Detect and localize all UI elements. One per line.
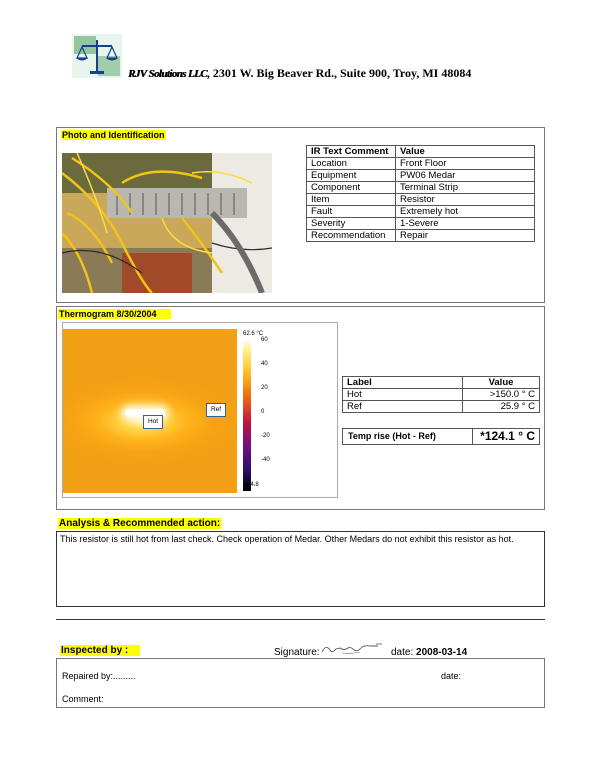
scale-tick-40: 40	[261, 361, 268, 367]
inspection-date-label: date:	[391, 647, 414, 658]
company-name: RJV Solutions LLC	[128, 68, 207, 80]
table-row	[307, 170, 535, 182]
row-label: Recommendation	[307, 230, 396, 242]
row-value: PW06 Medar	[396, 170, 535, 182]
ir-comment-header-value: Value	[396, 146, 535, 158]
row-value: Repair	[396, 230, 535, 242]
row-label: Fault	[307, 206, 396, 218]
row-label: Severity	[307, 218, 396, 230]
scale-tick-60: 60	[261, 337, 268, 343]
row-label: Item	[307, 194, 396, 206]
analysis-text: This resistor is still hot from last check. Check operation of Medar. Other Medars do not exhibit this resistor as hot.	[60, 534, 514, 544]
ir-comment-table	[306, 145, 535, 242]
repaired-date-label: date:	[441, 671, 462, 681]
ref-marker-label: Ref	[210, 406, 222, 413]
row-value: Resistor	[396, 194, 535, 206]
repaired-by-label: Repaired by:.........	[62, 671, 136, 681]
row-label: Location	[307, 158, 396, 170]
inspected-by-title: Inspected by :	[60, 645, 140, 656]
temp-rise-box	[342, 428, 540, 445]
inspection-date-value: 2008-03-14	[416, 647, 468, 658]
company-logo	[72, 34, 122, 78]
repair-box	[56, 658, 545, 708]
measurement-header-label: Label	[343, 377, 463, 389]
table-row	[307, 194, 535, 206]
row-value: >150.0 ° C	[463, 389, 540, 401]
photo-section-title: Photo and Identification	[62, 130, 165, 140]
color-scale-bar	[243, 339, 251, 491]
temp-rise-value: *124.1 ° C	[480, 429, 535, 443]
signature-image	[320, 642, 384, 656]
scale-tick-minus20: -20	[261, 433, 270, 439]
ir-comment-header-label: IR Text Comment	[307, 146, 396, 158]
signature-label: Signature:	[274, 647, 320, 658]
thermogram-title: Thermogram 8/30/2004	[58, 309, 171, 319]
inspection-date	[391, 647, 467, 658]
row-value: Front Floor	[396, 158, 535, 170]
header-line	[128, 66, 471, 81]
temp-rise-label: Temp rise (Hot - Ref)	[343, 429, 473, 444]
table-row	[343, 401, 540, 413]
table-row	[307, 206, 535, 218]
section-divider	[56, 619, 545, 620]
table-row	[343, 389, 540, 401]
ir-comment-header-row	[307, 146, 535, 158]
scale-max-label: 62.6 °C	[243, 331, 264, 337]
measurement-table	[342, 376, 540, 413]
equipment-photo	[62, 153, 272, 293]
hot-marker	[143, 415, 163, 429]
thermogram-image-frame	[62, 322, 338, 498]
table-row	[307, 230, 535, 242]
table-row	[307, 218, 535, 230]
table-row	[307, 158, 535, 170]
ir-comment-table-wrapper	[306, 145, 535, 242]
measurement-header-row	[343, 377, 540, 389]
measurement-header-value: Value	[463, 377, 540, 389]
row-label: Equipment	[307, 170, 396, 182]
row-value: Terminal Strip	[396, 182, 535, 194]
row-label: Ref	[343, 401, 463, 413]
row-label: Hot	[343, 389, 463, 401]
comment-label: Comment:	[62, 694, 104, 704]
measurement-table-wrapper	[342, 376, 540, 413]
scale-tick-minus40: -40	[261, 457, 270, 463]
ref-marker	[206, 403, 226, 417]
hot-marker-label: Hot	[147, 418, 159, 425]
table-row	[307, 182, 535, 194]
row-label: Component	[307, 182, 396, 194]
scale-min-label: -54.8	[245, 482, 259, 488]
company-address: , 2301 W. Big Beaver Rd., Suite 900, Troy, MI 48084	[206, 66, 472, 80]
scale-tick-20: 20	[261, 385, 268, 391]
thermal-image	[63, 329, 237, 493]
row-value: Extremely hot	[396, 206, 535, 218]
analysis-title: Analysis & Recommended action:	[59, 518, 221, 529]
scale-tick-0: 0	[261, 409, 265, 415]
row-value: 1-Severe	[396, 218, 535, 230]
row-value: 25.9 ° C	[463, 401, 540, 413]
